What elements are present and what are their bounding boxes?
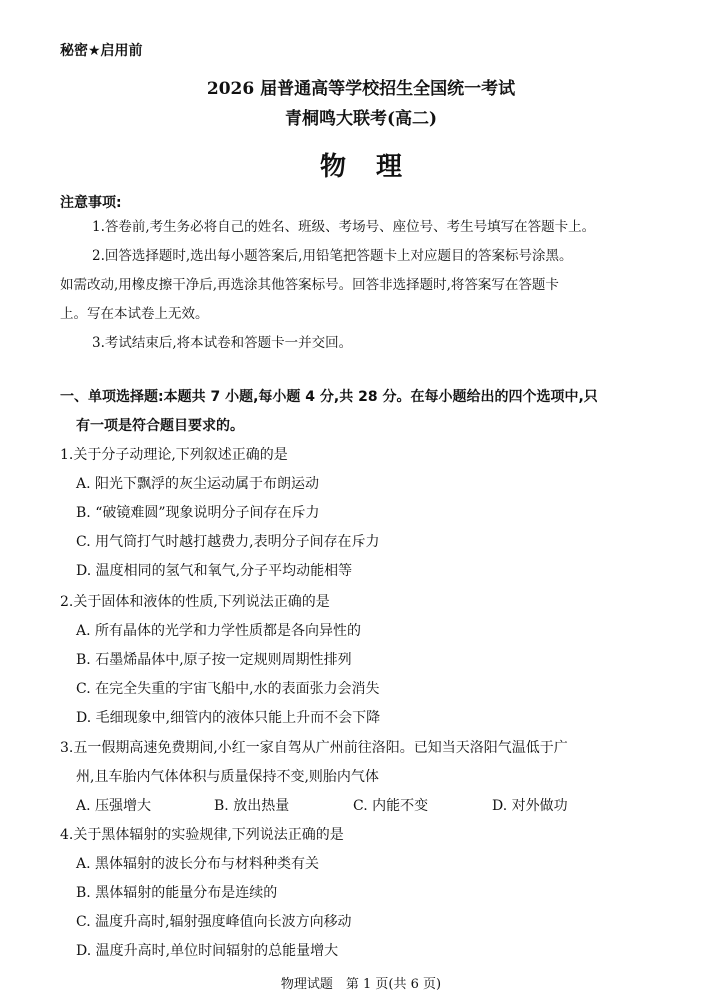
section-heading-cont: 有一项是符合题目要求的。 xyxy=(76,418,244,434)
question-1-option-a: A. 阳光下飘浮的灰尘运动属于布朗运动 xyxy=(76,476,320,492)
note-item-2: 2.回答选择题时,选出每小题答案后,用铅笔把答题卡上对应题目的答案标号涂黑。 xyxy=(92,248,573,264)
question-4-option-c: C. 温度升高时,辐射强度峰值向长波方向移动 xyxy=(76,914,352,930)
question-3-option-d: D. 对外做功 xyxy=(492,798,568,814)
question-2-stem: 2.关于固体和液体的性质,下列说法正确的是 xyxy=(60,594,330,610)
question-3-option-a: A. 压强增大 xyxy=(76,798,152,814)
question-3-stem-cont: 州,且车胎内气体体积与质量保持不变,则胎内气体 xyxy=(76,769,379,785)
question-2-option-c: C. 在完全失重的宇宙飞船中,水的表面张力会消失 xyxy=(76,681,380,697)
question-1-option-c: C. 用气筒打气时越打越费力,表明分子间存在斥力 xyxy=(76,534,380,550)
section-heading: 一、单项选择题:本题共 7 小题,每小题 4 分,共 28 分。在每小题给出的四个选项中,只 xyxy=(60,389,598,405)
subject-title: 物理 xyxy=(319,152,432,182)
exam-title: 2026 届普通高等学校招生全国统一考试 xyxy=(206,79,516,99)
question-4-option-b: B. 黑体辐射的能量分布是连续的 xyxy=(76,885,278,901)
question-4-option-a: A. 黑体辐射的波长分布与材料种类有关 xyxy=(76,856,320,872)
question-4-stem: 4.关于黑体辐射的实验规律,下列说法正确的是 xyxy=(60,827,344,843)
question-1-stem: 1.关于分子动理论,下列叙述正确的是 xyxy=(60,447,288,463)
question-2-option-d: D. 毛细现象中,细管内的液体只能上升而不会下降 xyxy=(76,710,381,726)
question-4-option-d: D. 温度升高时,单位时间辐射的总能量增大 xyxy=(76,943,339,959)
confidential-label: 秘密★启用前 xyxy=(60,43,143,59)
exam-subtitle: 青桐鸣大联考(高二) xyxy=(284,109,438,129)
page-footer: 物理试题 第 1 页(共 6 页) xyxy=(280,977,442,992)
question-1-option-b: B. “破镜难圆”现象说明分子间存在斥力 xyxy=(76,505,320,521)
question-3-stem: 3.五一假期高速免费期间,小红一家自驾从广州前往洛阳。已知当天洛阳气温低于广 xyxy=(60,740,568,756)
question-1-option-d: D. 温度相同的氢气和氧气,分子平均动能相等 xyxy=(76,563,353,579)
note-item-3: 3.考试结束后,将本试卷和答题卡一并交回。 xyxy=(92,335,353,351)
note-item-2-cont: 上。写在本试卷上无效。 xyxy=(60,306,209,322)
question-2-option-a: A. 所有晶体的光学和力学性质都是各向异性的 xyxy=(76,623,362,639)
question-2-option-b: B. 石墨烯晶体中,原子按一定规则周期性排列 xyxy=(76,652,352,668)
question-3-option-b: B. 放出热量 xyxy=(214,798,290,814)
note-item-1: 1.答卷前,考生务必将自己的姓名、班级、考场号、座位号、考生号填写在答题卡上。 xyxy=(92,219,596,235)
note-item-2-cont: 如需改动,用橡皮擦干净后,再选涂其他答案标号。回答非选择题时,将答案写在答题卡 xyxy=(60,277,559,293)
notes-heading: 注意事项: xyxy=(60,195,122,211)
question-3-option-c: C. 内能不变 xyxy=(353,798,429,814)
